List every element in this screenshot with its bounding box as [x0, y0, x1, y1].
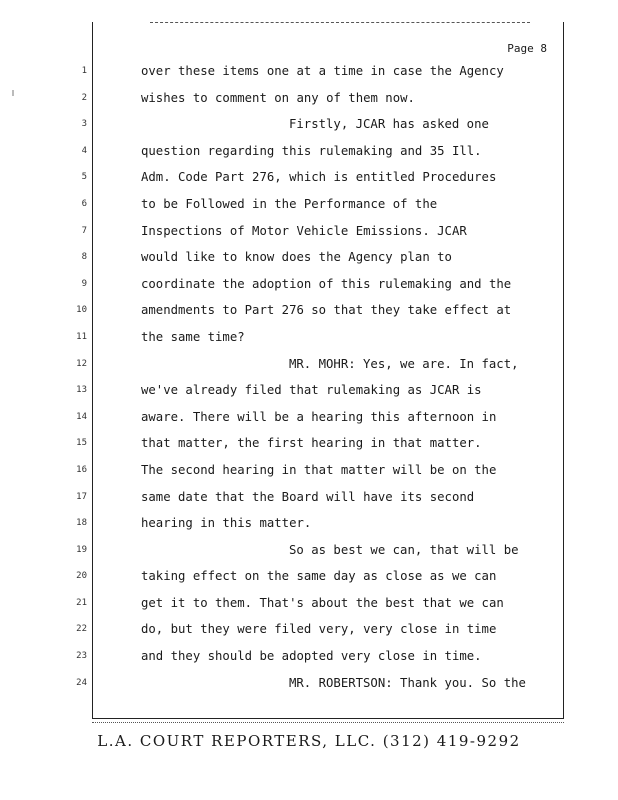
page-number: Page 8 — [507, 42, 547, 55]
transcript-line — [76, 643, 563, 670]
line-number: 16 — [76, 464, 87, 475]
line-number: 3 — [81, 119, 87, 130]
line-text: amendments to Part 276 so that they take effect at — [141, 303, 512, 318]
transcript-line — [76, 563, 563, 590]
line-text: do, but they were filed very, very close in time — [141, 622, 497, 637]
line-text: So as best we can, that will be — [289, 542, 519, 557]
bottom-rule — [92, 722, 564, 723]
line-number: 22 — [76, 624, 87, 635]
line-number: 20 — [76, 571, 87, 582]
line-number: 9 — [81, 278, 87, 289]
line-text: MR. MOHR: Yes, we are. In fact, — [289, 356, 519, 371]
footer-reporter: L.A. COURT REPORTERS, LLC. (312) 419-9292 — [97, 732, 521, 750]
transcript-line — [76, 351, 563, 378]
line-text: coordinate the adoption of this rulemaking and the — [141, 276, 512, 291]
transcript-line — [81, 58, 563, 85]
line-number: 19 — [76, 544, 87, 555]
line-text: that matter, the first hearing in that matter. — [141, 436, 482, 451]
line-text: and they should be adopted very close in time. — [141, 649, 482, 664]
line-number: 10 — [76, 305, 87, 316]
line-number: 13 — [76, 385, 87, 396]
line-number: 6 — [81, 198, 87, 209]
transcript-line — [76, 324, 563, 351]
transcript-line — [81, 244, 563, 271]
transcript-line — [76, 670, 563, 697]
transcript-line — [81, 271, 563, 298]
line-number: 21 — [76, 597, 87, 608]
line-number: 24 — [76, 677, 87, 688]
transcript-line — [81, 138, 563, 165]
line-text: we've already filed that rulemaking as JCAR is — [141, 383, 482, 398]
transcript-line — [76, 484, 563, 511]
line-number: 5 — [81, 172, 87, 183]
line-text: aware. There will be a hearing this afternoon in — [141, 409, 497, 424]
transcript-line — [81, 85, 563, 112]
line-text: the same time? — [141, 329, 245, 344]
line-text: MR. ROBERTSON: Thank you. So the — [289, 675, 526, 690]
line-text: Adm. Code Part 276, which is entitled Procedures — [141, 170, 497, 185]
line-number: 11 — [76, 331, 87, 342]
transcript-line — [76, 510, 563, 537]
line-number: 2 — [81, 92, 87, 103]
transcript-line — [76, 537, 563, 564]
line-text: taking effect on the same day as close as we can — [141, 569, 497, 584]
line-text: same date that the Board will have its second — [141, 489, 475, 504]
line-text: to be Followed in the Performance of the — [141, 196, 438, 211]
scan-speck — [12, 90, 14, 96]
transcript-line — [81, 164, 563, 191]
line-number: 18 — [76, 518, 87, 529]
transcript-line — [76, 297, 563, 324]
transcript-line — [76, 457, 563, 484]
line-text: would like to know does the Agency plan to — [141, 250, 452, 265]
transcript-lines — [76, 58, 563, 696]
line-number: 8 — [81, 252, 87, 263]
line-number: 15 — [76, 438, 87, 449]
transcript-line — [76, 430, 563, 457]
transcript-line — [76, 377, 563, 404]
transcript-line — [81, 191, 563, 218]
line-text: hearing in this matter. — [141, 516, 312, 531]
line-number: 4 — [81, 145, 87, 156]
line-number: 1 — [81, 66, 87, 76]
transcript-line — [81, 218, 563, 245]
line-text: get it to them. That's about the best that we can — [141, 595, 504, 610]
transcript-line — [76, 404, 563, 431]
transcript-line — [81, 111, 563, 138]
line-number: 12 — [76, 358, 87, 369]
transcript-line — [76, 616, 563, 643]
line-number: 23 — [76, 651, 87, 662]
transcript-page — [76, 22, 564, 719]
line-text: Firstly, JCAR has asked one — [289, 117, 489, 132]
line-text: wishes to comment on any of them now. — [141, 90, 415, 105]
line-number: 17 — [76, 491, 87, 502]
line-number: 14 — [76, 411, 87, 422]
line-text: The second hearing in that matter will be on the — [141, 462, 497, 477]
line-text: question regarding this rulemaking and 35 Ill. — [141, 143, 482, 158]
line-text: Inspections of Motor Vehicle Emissions. JCAR — [141, 223, 467, 238]
line-number: 7 — [81, 225, 87, 236]
transcript-line — [76, 590, 563, 617]
line-text: over these items one at a time in case the Agency — [141, 64, 504, 78]
